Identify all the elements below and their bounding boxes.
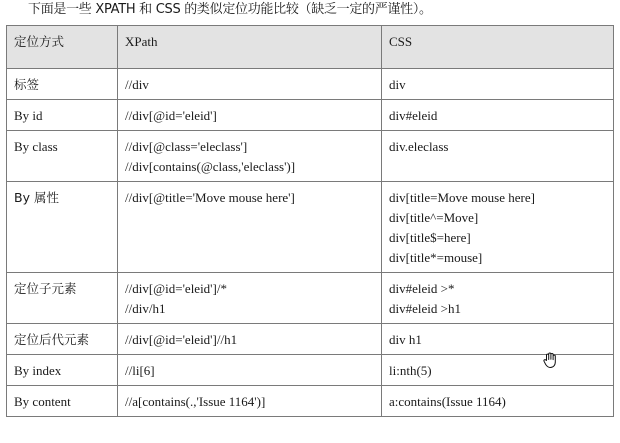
css-line: div h1 — [389, 332, 422, 347]
table-row — [7, 182, 614, 273]
xpath-cell — [118, 386, 382, 417]
xpath-cell — [118, 100, 382, 131]
xpath-cell — [118, 131, 382, 182]
table-row — [7, 386, 614, 417]
css-line: div[title*=mouse] — [389, 250, 483, 265]
comparison-table — [6, 25, 614, 417]
xpath-line: //div[@id='eleid']//h1 — [125, 332, 238, 347]
css-cell — [382, 355, 614, 386]
xpath-cell — [118, 324, 382, 355]
css-cell — [382, 324, 614, 355]
css-cell — [382, 100, 614, 131]
css-cell — [382, 273, 614, 324]
css-line: div.eleclass — [389, 139, 449, 154]
css-line: div#eleid >h1 — [389, 301, 461, 316]
method-cell: 标签 — [7, 69, 118, 100]
method-cell: By content — [7, 386, 118, 417]
css-line: div[title^=Move] — [389, 210, 479, 225]
hand-pointer-icon — [542, 351, 560, 369]
xpath-line: //a[contains(.,'Issue 1164')] — [125, 394, 266, 409]
method-cell: By 属性 — [7, 182, 118, 273]
table-row — [7, 100, 614, 131]
css-line: div[title=Move mouse here] — [389, 190, 535, 205]
header-xpath: XPath — [118, 26, 382, 69]
xpath-line: //div — [125, 77, 149, 92]
method-cell: 定位子元素 — [7, 273, 118, 324]
xpath-line: //li[6] — [125, 363, 155, 378]
xpath-cell — [118, 69, 382, 100]
xpath-line: //div[@title='Move mouse here'] — [125, 190, 295, 205]
table-header-row — [7, 26, 614, 69]
xpath-line: //div/h1 — [125, 301, 166, 316]
css-line: div — [389, 77, 406, 92]
xpath-cell — [118, 182, 382, 273]
xpath-cell — [118, 273, 382, 324]
css-line: li:nth(5) — [389, 363, 432, 378]
table-row — [7, 69, 614, 100]
method-cell: 定位后代元素 — [7, 324, 118, 355]
css-cell — [382, 131, 614, 182]
method-cell: By id — [7, 100, 118, 131]
xpath-line: //div[contains(@class,'eleclass')] — [125, 159, 296, 174]
xpath-line: //div[@id='eleid'] — [125, 108, 217, 123]
css-line: div#eleid >* — [389, 281, 455, 296]
table-row — [7, 273, 614, 324]
css-line: div[title$=here] — [389, 230, 471, 245]
css-cell — [382, 69, 614, 100]
header-css: CSS — [382, 26, 614, 69]
css-line: a:contains(Issue 1164) — [389, 394, 506, 409]
header-method: 定位方式 — [7, 26, 118, 69]
xpath-cell — [118, 355, 382, 386]
method-cell: By class — [7, 131, 118, 182]
table-row — [7, 355, 614, 386]
css-cell — [382, 386, 614, 417]
xpath-line: //div[@id='eleid']/* — [125, 281, 227, 296]
css-line: div#eleid — [389, 108, 438, 123]
method-cell: By index — [7, 355, 118, 386]
table-row — [7, 131, 614, 182]
table-row — [7, 324, 614, 355]
xpath-line: //div[@class='eleclass'] — [125, 139, 248, 154]
intro-text: 下面是一些 XPATH 和 CSS 的类似定位功能比较（缺乏一定的严谨性）。 — [28, 2, 432, 17]
css-cell — [382, 182, 614, 273]
